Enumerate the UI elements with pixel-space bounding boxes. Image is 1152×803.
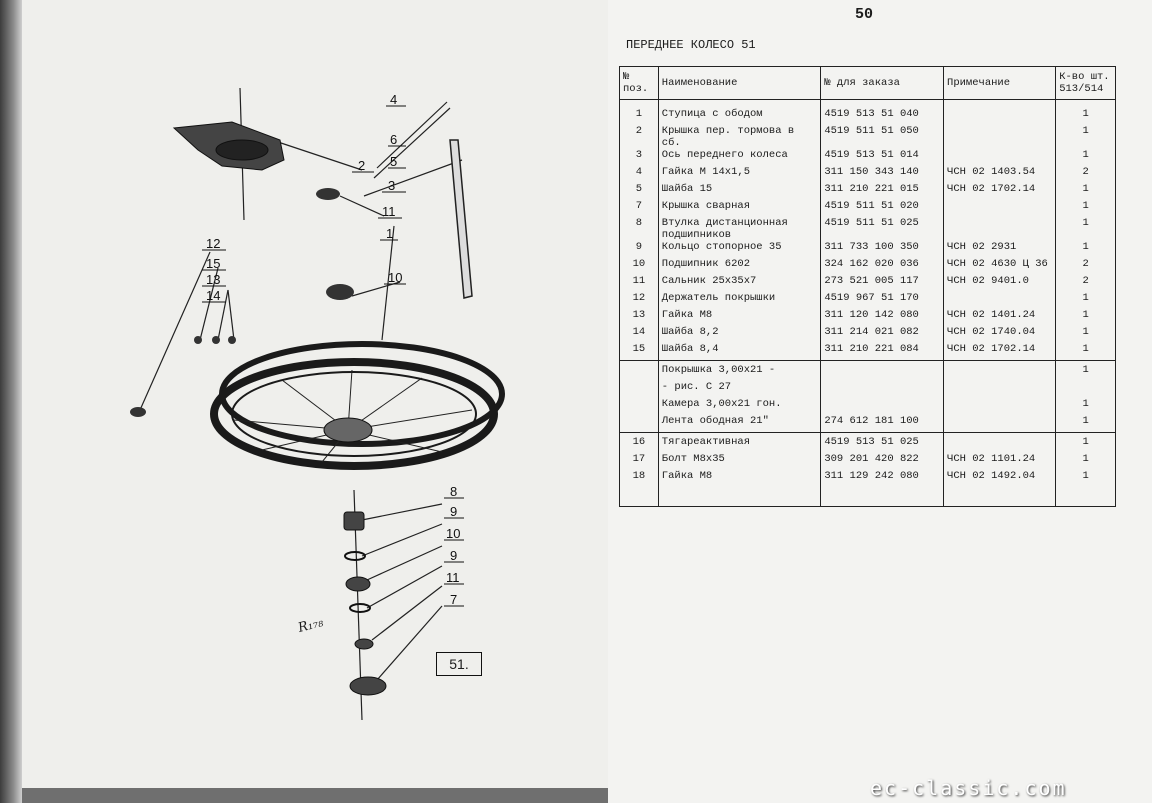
row-qty: 1 xyxy=(1056,361,1116,382)
row-name: Лента ободная 21" xyxy=(658,415,821,433)
row-qty: 1 xyxy=(1056,453,1116,470)
callout-8: 8 xyxy=(450,484,458,499)
row-name: Гайка М 14х1,5 xyxy=(658,166,821,183)
row-name: Шайба 8,2 xyxy=(658,326,821,343)
book-spine xyxy=(0,0,22,803)
bottom-parts xyxy=(344,512,386,695)
row-name: Шайба 8,4 xyxy=(658,343,821,361)
row-note xyxy=(944,200,1056,217)
row-order xyxy=(821,398,944,415)
row-name: Гайка М8 xyxy=(658,309,821,326)
row-pos: 12 xyxy=(620,292,659,309)
row-qty: 1 xyxy=(1056,326,1116,343)
row-pos xyxy=(620,415,659,433)
table-row xyxy=(620,241,1116,258)
row-order: 4519 511 51 020 xyxy=(821,200,944,217)
table-row xyxy=(620,453,1116,470)
row-name: - рис. С 27 xyxy=(658,381,821,398)
row-name: Ось переднего колеса xyxy=(658,149,821,166)
row-note xyxy=(944,361,1056,382)
row-qty: 1 xyxy=(1056,183,1116,200)
table-row xyxy=(620,217,1116,241)
table-row xyxy=(620,275,1116,292)
row-note: ЧСН 02 9401.0 xyxy=(944,275,1056,292)
row-pos: 16 xyxy=(620,433,659,454)
row-qty: 1 xyxy=(1056,217,1116,241)
section-title: ПЕРЕДНЕЕ КОЛЕСО 51 xyxy=(626,38,756,52)
callout-3: 3 xyxy=(388,178,396,193)
wheel-rim xyxy=(214,344,502,466)
row-qty: 1 xyxy=(1056,309,1116,326)
row-qty: 1 xyxy=(1056,343,1116,361)
row-qty: 1 xyxy=(1056,292,1116,309)
callout-5: 5 xyxy=(390,154,398,169)
row-order: 311 120 142 080 xyxy=(821,309,944,326)
table-row xyxy=(620,433,1116,454)
watermark: ec-classic.com xyxy=(870,776,1067,800)
row-pos: 9 xyxy=(620,241,659,258)
row-name: Болт М8х35 xyxy=(658,453,821,470)
page-number: 50 xyxy=(855,6,874,23)
row-order: 4519 511 51 025 xyxy=(821,217,944,241)
header-name: Наименование xyxy=(658,67,821,100)
row-name: Кольцо стопорное 35 xyxy=(658,241,821,258)
row-order: 4519 513 51 040 xyxy=(821,100,944,126)
row-name: Подшипник 6202 xyxy=(658,258,821,275)
row-pos: 1 xyxy=(620,100,659,126)
callout-1: 1 xyxy=(386,226,394,241)
row-order: 311 210 221 084 xyxy=(821,343,944,361)
header-order: № для заказа xyxy=(821,67,944,100)
callout-10-bottom: 10 xyxy=(446,526,461,541)
row-pos: 15 xyxy=(620,343,659,361)
row-note: ЧСН 02 1403.54 xyxy=(944,166,1056,183)
row-note: ЧСН 02 1702.14 xyxy=(944,343,1056,361)
parts-table xyxy=(619,66,1116,507)
row-order: 4519 513 51 025 xyxy=(821,433,944,454)
row-pos: 17 xyxy=(620,453,659,470)
row-note: ЧСН 02 1702.14 xyxy=(944,183,1056,200)
header-note: Примечание xyxy=(944,67,1056,100)
row-order: 311 214 021 082 xyxy=(821,326,944,343)
row-name: Камера 3,00х21 гон. xyxy=(658,398,821,415)
row-pos xyxy=(620,361,659,382)
callout-4: 4 xyxy=(390,92,398,107)
row-note: ЧСН 02 1401.24 xyxy=(944,309,1056,326)
row-name: Покрышка 3,00х21 - xyxy=(658,361,821,382)
row-note xyxy=(944,292,1056,309)
row-order xyxy=(821,381,944,398)
row-qty: 1 xyxy=(1056,415,1116,433)
row-qty: 2 xyxy=(1056,275,1116,292)
row-order: 311 150 343 140 xyxy=(821,166,944,183)
row-pos: 18 xyxy=(620,470,659,507)
row-order: 273 521 005 117 xyxy=(821,275,944,292)
callout-2: 2 xyxy=(358,158,366,173)
header-qty: К-во шт. 513/514 xyxy=(1056,67,1116,100)
row-order: 311 733 100 350 xyxy=(821,241,944,258)
row-note xyxy=(944,217,1056,241)
row-qty: 1 xyxy=(1056,100,1116,126)
table-row xyxy=(620,100,1116,126)
callout-10-top: 10 xyxy=(388,270,403,285)
row-note xyxy=(944,149,1056,166)
row-note: ЧСН 02 4630 Ц 36 xyxy=(944,258,1056,275)
row-order: 4519 967 51 170 xyxy=(821,292,944,309)
callout-15: 15 xyxy=(206,256,221,271)
row-order: 311 210 221 015 xyxy=(821,183,944,200)
row-qty: 1 xyxy=(1056,125,1116,149)
table-row xyxy=(620,326,1116,343)
table-row xyxy=(620,470,1116,507)
row-pos xyxy=(620,381,659,398)
row-note xyxy=(944,415,1056,433)
table-row xyxy=(620,415,1116,433)
brake-cover xyxy=(174,122,284,170)
row-name: Тягареактивная xyxy=(658,433,821,454)
table-row xyxy=(620,125,1116,149)
row-order: 274 612 181 100 xyxy=(821,415,944,433)
row-name: Крышка сварная xyxy=(658,200,821,217)
row-qty xyxy=(1056,381,1116,398)
row-qty: 1 xyxy=(1056,200,1116,217)
row-note: ЧСН 02 1740.04 xyxy=(944,326,1056,343)
row-note xyxy=(944,398,1056,415)
table-row xyxy=(620,309,1116,326)
table-row xyxy=(620,149,1116,166)
axle-shaft xyxy=(450,140,472,298)
exploded-wheel-diagram xyxy=(22,0,608,788)
table-row xyxy=(620,166,1116,183)
row-pos: 2 xyxy=(620,125,659,149)
row-pos: 3 xyxy=(620,149,659,166)
row-qty: 1 xyxy=(1056,398,1116,415)
row-note xyxy=(944,100,1056,126)
signature: R₁₇₈ xyxy=(296,614,325,637)
row-order xyxy=(821,361,944,382)
row-pos: 13 xyxy=(620,309,659,326)
table-row xyxy=(620,343,1116,361)
table-row xyxy=(620,258,1116,275)
callout-11-bottom: 11 xyxy=(446,570,460,585)
row-pos: 5 xyxy=(620,183,659,200)
callout-13: 13 xyxy=(206,272,221,287)
table-row xyxy=(620,183,1116,200)
row-order: 309 201 420 822 xyxy=(821,453,944,470)
row-pos: 14 xyxy=(620,326,659,343)
row-order: 311 129 242 080 xyxy=(821,470,944,507)
row-note xyxy=(944,125,1056,149)
row-name: Гайка М8 xyxy=(658,470,821,507)
table-row xyxy=(620,292,1116,309)
row-order: 4519 511 51 050 xyxy=(821,125,944,149)
row-pos: 10 xyxy=(620,258,659,275)
row-name: Шайба 15 xyxy=(658,183,821,200)
row-note xyxy=(944,381,1056,398)
figure-label: 51. xyxy=(436,652,482,676)
row-pos: 11 xyxy=(620,275,659,292)
row-note: ЧСН 02 1492.04 xyxy=(944,470,1056,507)
bearing-part xyxy=(326,284,354,300)
callout-12: 12 xyxy=(206,236,221,251)
row-note: ЧСН 02 2931 xyxy=(944,241,1056,258)
row-pos: 7 xyxy=(620,200,659,217)
header-pos: № поз. xyxy=(620,67,659,100)
row-qty: 2 xyxy=(1056,166,1116,183)
table-row xyxy=(620,381,1116,398)
callout-6: 6 xyxy=(390,132,398,147)
callout-14: 14 xyxy=(206,288,221,303)
row-qty: 1 xyxy=(1056,433,1116,454)
row-note xyxy=(944,433,1056,454)
table-row xyxy=(620,361,1116,382)
row-order: 324 162 020 036 xyxy=(821,258,944,275)
row-name: Ступица с ободом xyxy=(658,100,821,126)
row-qty: 1 xyxy=(1056,470,1116,507)
seal-part xyxy=(316,188,340,200)
table-row xyxy=(620,200,1116,217)
callout-11-top: 11 xyxy=(382,204,396,219)
row-pos: 8 xyxy=(620,217,659,241)
table-row xyxy=(620,398,1116,415)
row-order: 4519 513 51 014 xyxy=(821,149,944,166)
callout-7: 7 xyxy=(450,592,458,607)
row-qty: 1 xyxy=(1056,241,1116,258)
row-qty: 1 xyxy=(1056,149,1116,166)
row-note: ЧСН 02 1101.24 xyxy=(944,453,1056,470)
table-header-row xyxy=(620,67,1116,100)
row-name: Втулка дистанционная подшипников xyxy=(658,217,821,241)
row-pos: 4 xyxy=(620,166,659,183)
row-name: Крышка пер. тормова в сб. xyxy=(658,125,821,149)
callout-9-b: 9 xyxy=(450,548,458,563)
callout-9-a: 9 xyxy=(450,504,458,519)
row-qty: 2 xyxy=(1056,258,1116,275)
row-name: Сальник 25х35х7 xyxy=(658,275,821,292)
row-name: Держатель покрышки xyxy=(658,292,821,309)
wheel-hub xyxy=(324,418,372,442)
row-pos xyxy=(620,398,659,415)
table-body xyxy=(620,100,1116,507)
